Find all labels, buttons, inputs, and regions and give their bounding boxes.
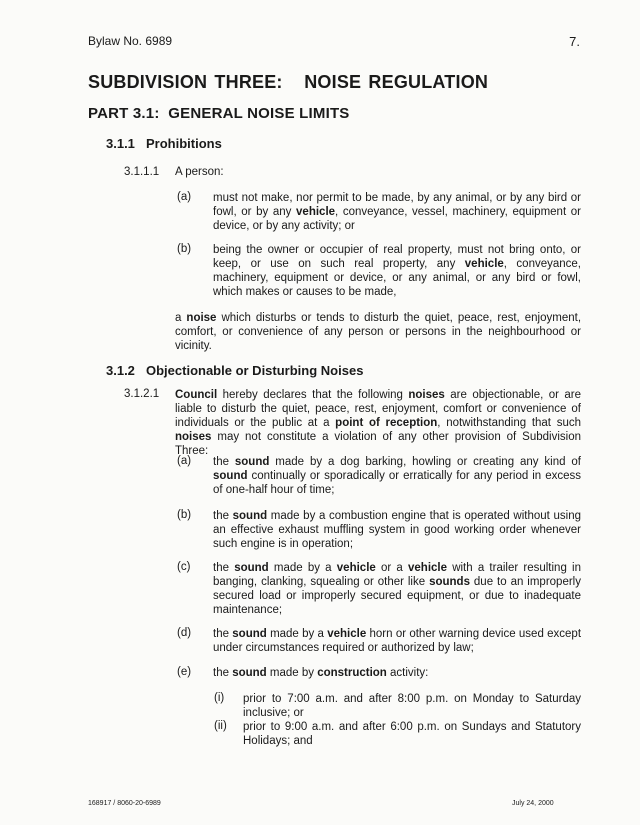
item-label: (a): [177, 455, 192, 467]
clause-number: 3.1.1.1: [124, 166, 160, 178]
bylaw-header: Bylaw No. 6989: [88, 34, 173, 48]
clause-lead-text: A person:: [175, 166, 224, 178]
footer-document-id: 168917 / 8060-20-6989: [88, 800, 161, 807]
item-text: the sound made by construction activity:: [213, 667, 429, 679]
section-number: 3.1.1: [106, 136, 135, 151]
subitem-label: (i): [214, 692, 225, 704]
section-title: Objectionable or Disturbing Noises: [146, 363, 364, 378]
footer-date: July 24, 2000: [512, 800, 554, 807]
section-tail-paragraph: a noise which disturbs or tends to disturb the quiet, peace, rest, enjoyment, comfort, or convenience of any person or persons in the neighbourhood or vicinity.: [175, 312, 582, 352]
item-text: the sound made by a combustion engine that is operated without using an effective exhaust muffling system in good working order whenever such engine is in operation;: [213, 510, 582, 550]
section-heading-prohibitions: [106, 136, 222, 151]
item-text: the sound made by a vehicle horn or other warning device used except under circumstances required or authorized by law;: [213, 628, 582, 654]
item-label: (e): [177, 666, 192, 678]
item-label: (a): [177, 191, 192, 203]
page-number: 7.: [569, 34, 580, 49]
item-label: (c): [177, 561, 191, 573]
section-number: 3.1.2: [106, 363, 135, 378]
section-heading-objectionable-noises: [106, 363, 363, 378]
item-label: (d): [177, 627, 192, 639]
item-text: the sound made by a vehicle or a vehicle with a trailer resulting in banging, clanking, squealing or other like sounds due to an improperly secured load or improperly secured equipment, or due to inadequate maintenance;: [213, 562, 581, 616]
item-label: (b): [177, 243, 192, 255]
item-label: (b): [177, 509, 192, 521]
section-title: Prohibitions: [146, 136, 222, 151]
subitem-label: (ii): [214, 720, 227, 732]
clause-number: 3.1.2.1: [124, 388, 160, 400]
part-title: PART 3.1: GENERAL NOISE LIMITS: [88, 105, 350, 122]
clause-text: Council hereby declares that the following noises are objectionable, or are liable to disturb the quiet, peace, rest, enjoyment, comfort or convenience of individuals or the public at a point of reception, notwithstanding that such noises may not constitute a violation of any other provision of Subdivision Three:: [175, 389, 582, 457]
item-text: being the owner or occupier of real property, must not bring onto, or keep, or use on such real property, any vehicle, conveyance, machinery, equipment or device, or any animal, or any bird or fowl, which makes or causes to be made,: [213, 244, 581, 298]
item-text: must not make, nor permit to be made, by any animal, or by any bird or fowl, or by any vehicle, conveyance, vessel, machinery, equipment or device, or by any activity; or: [213, 192, 581, 232]
subdivision-title: SUBDIVISION THREE: NOISE REGULATION: [88, 72, 489, 92]
subitem-text: prior to 9:00 a.m. and after 6:00 p.m. on Sundays and Statutory Holidays; and: [243, 721, 581, 747]
item-text: the sound made by a dog barking, howling or creating any kind of sound continually or sporadically or erratically for any period in excess of one-half hour of time;: [213, 456, 582, 496]
subitem-text: prior to 7:00 a.m. and after 8:00 p.m. on Monday to Saturday inclusive; or: [243, 693, 581, 719]
